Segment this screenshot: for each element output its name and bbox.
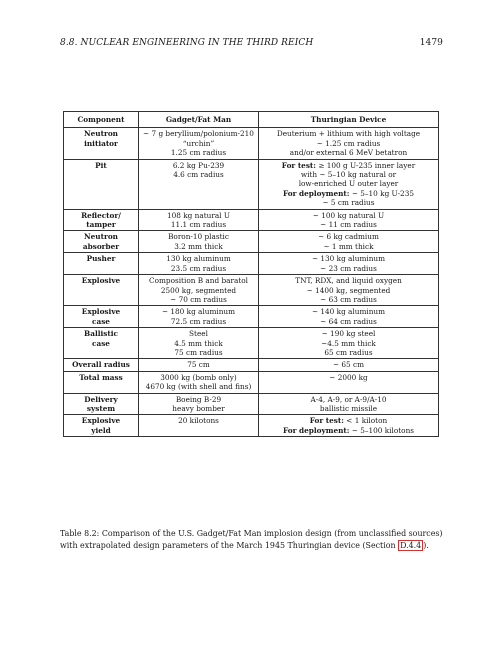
component-label: absorber (82, 241, 120, 251)
column-header-component: Component (64, 112, 139, 128)
gadget-cell (139, 415, 259, 437)
thuringian-cell (259, 415, 439, 437)
gadget-value: 3000 kg (bomb only) (160, 372, 237, 382)
thuringian-value-text: ~ 5–10 kg U-235 (349, 188, 414, 198)
component-cell (64, 306, 139, 328)
gadget-value: 72.5 cm radius (170, 316, 227, 326)
gadget-value: 23.5 cm radius (170, 263, 227, 273)
running-header (60, 38, 443, 52)
gadget-cell (139, 306, 259, 328)
component-label: Overall radius (72, 360, 130, 370)
gadget-value: 75 cm radius (174, 347, 223, 357)
thuringian-cell (259, 371, 439, 393)
table-row (64, 359, 439, 371)
table-row (64, 328, 439, 359)
caption-text: Table 8.2: Comparison of the U.S. Gadget/Fat Man implosion design (from unclassified sources) with extrapolated design parameters of the March 1945 Thuringian device (Section (60, 529, 443, 550)
page-number: 1479 (419, 38, 443, 48)
thuringian-value (261, 254, 436, 263)
gadget-cell (139, 128, 259, 159)
thuringian-value-text: A-4, A-9, or A-9/A-10 (310, 394, 387, 404)
comparison-table (63, 111, 439, 437)
thuringian-value (261, 295, 436, 304)
thuringian-value-text: 65 cm radius (324, 347, 373, 357)
gadget-cell (139, 328, 259, 359)
thuringian-cell (259, 275, 439, 306)
thuringian-value (261, 329, 436, 338)
thuringian-value (261, 198, 436, 207)
thuringian-value-text: ~ 63 cm radius (320, 294, 377, 304)
thuringian-value-text: ~ 190 kg steel (321, 329, 376, 339)
component-cell (64, 415, 139, 437)
thuringian-value-text: ≥ 100 g U-235 inner layer (316, 160, 416, 170)
thuringian-value-text: ~ 65 cm (332, 360, 365, 370)
thuringian-value-text: ~ 11 cm radius (320, 220, 377, 230)
thuringian-cell (259, 159, 439, 209)
thuringian-value (261, 161, 436, 170)
gadget-value: Boron-10 plastic (168, 232, 229, 242)
thuringian-value (261, 404, 436, 413)
thuringian-value (261, 276, 436, 285)
thuringian-value (261, 189, 436, 198)
gadget-value: ~ 7 g beryllium/polonium-210 (143, 129, 254, 139)
gadget-cell (139, 359, 259, 371)
thuringian-value (261, 232, 436, 241)
component-label: Neutron (83, 232, 118, 242)
thuringian-value-text: TNT, RDX, and liquid oxygen (295, 276, 402, 286)
component-cell (64, 359, 139, 371)
gadget-value: 108 kg natural U (167, 210, 230, 220)
thuringian-cell (259, 231, 439, 253)
table-body (64, 128, 439, 437)
table-caption (60, 528, 450, 551)
thuringian-value (261, 317, 436, 326)
thuringian-value-text: with ~ 5–10 kg natural or (300, 170, 397, 180)
thuringian-value-text: Deuterium + lithium with high voltage (276, 129, 421, 139)
component-cell (64, 209, 139, 231)
table-row (64, 128, 439, 159)
table-row (64, 275, 439, 306)
component-label: tamper (86, 220, 116, 230)
gadget-cell (139, 231, 259, 253)
thuringian-value (261, 264, 436, 273)
section-title: 8.8. NUCLEAR ENGINEERING IN THE THIRD REICH (60, 38, 314, 48)
table-row (64, 159, 439, 209)
thuringian-value-text: and/or external 6 MeV betatron (289, 148, 408, 158)
thuringian-value-text: ~ 1.25 cm radius (316, 138, 381, 148)
table-row (64, 209, 439, 231)
component-cell (64, 328, 139, 359)
gadget-value: 20 kilotons (178, 416, 219, 426)
thuringian-cell (259, 209, 439, 231)
thuringian-value (261, 139, 436, 148)
component-cell (64, 128, 139, 159)
thuringian-value-text: ~ 100 kg natural U (312, 210, 385, 220)
component-label: case (92, 316, 110, 326)
component-label: Explosive (81, 416, 121, 426)
gadget-cell (139, 275, 259, 306)
gadget-value: 6.2 kg Pu-239 (172, 160, 225, 170)
component-label: Neutron (83, 129, 118, 139)
thuringian-value (261, 148, 436, 157)
thuringian-cell (259, 128, 439, 159)
thuringian-cell (259, 393, 439, 415)
gadget-value: “urchin” (182, 138, 215, 148)
component-label: Delivery (84, 394, 118, 404)
component-label: Ballistic (84, 329, 118, 339)
thuringian-value-label: For deployment: (282, 425, 350, 435)
gadget-value: heavy bomber (172, 403, 225, 413)
component-label: Pusher (86, 254, 116, 264)
thuringian-value-text: ballistic missile (319, 403, 378, 413)
thuringian-value (261, 373, 436, 382)
table-row (64, 393, 439, 415)
component-cell (64, 231, 139, 253)
thuringian-value (261, 348, 436, 357)
thuringian-value (261, 220, 436, 229)
component-label: case (92, 338, 110, 348)
gadget-value: Boeing B-29 (175, 394, 222, 404)
caption-end: ). (423, 540, 429, 550)
column-header-thuringian: Thuringian Device (259, 112, 439, 128)
gadget-cell (139, 159, 259, 209)
gadget-value: 2500 kg, segmented (160, 285, 237, 295)
table-row (64, 253, 439, 275)
gadget-value: 4.6 cm radius (173, 170, 224, 180)
gadget-value: Composition B and baratol (149, 276, 248, 286)
thuringian-value (261, 307, 436, 316)
table-header-row (64, 112, 439, 128)
component-cell (64, 371, 139, 393)
thuringian-value-text: ~ 23 cm radius (320, 263, 377, 273)
table-row (64, 231, 439, 253)
component-cell (64, 275, 139, 306)
component-label: Explosive (81, 307, 121, 317)
thuringian-value (261, 360, 436, 369)
thuringian-value-label: For test: (281, 160, 316, 170)
thuringian-cell (259, 253, 439, 275)
gadget-value: ~ 70 cm radius (170, 294, 227, 304)
gadget-cell (139, 371, 259, 393)
component-cell (64, 393, 139, 415)
thuringian-value-text: < 1 kiloton (343, 416, 388, 426)
thuringian-value (261, 426, 436, 435)
gadget-value: 11.1 cm radius (170, 220, 227, 230)
thuringian-value-text: ~ 5–100 kilotons (349, 425, 415, 435)
thuringian-value (261, 416, 436, 425)
thuringian-value (261, 286, 436, 295)
component-cell (64, 253, 139, 275)
thuringian-value-text: ~ 1400 kg, segmented (306, 285, 391, 295)
thuringian-value (261, 179, 436, 188)
thuringian-value (261, 395, 436, 404)
thuringian-value-label: For test: (309, 416, 344, 426)
component-cell (64, 159, 139, 209)
component-label: initiator (84, 138, 118, 148)
thuringian-value-text: low-enriched U outer layer (298, 179, 399, 189)
thuringian-cell (259, 328, 439, 359)
thuringian-value-text: ~ 2000 kg (329, 372, 368, 382)
component-label: Reflector/ (81, 210, 121, 220)
gadget-cell (139, 393, 259, 415)
thuringian-cell (259, 359, 439, 371)
gadget-cell (139, 209, 259, 231)
gadget-cell (139, 253, 259, 275)
thuringian-value (261, 242, 436, 251)
thuringian-value-text: ~ 140 kg aluminum (311, 307, 386, 317)
gadget-value: ~ 180 kg aluminum (161, 307, 236, 317)
thuringian-value-text: ~ 1 mm thick (323, 241, 374, 251)
thuringian-value-text: ~ 6 kg cadmium (318, 232, 379, 242)
gadget-value: 130 kg aluminum (166, 254, 231, 264)
thuringian-cell (259, 306, 439, 328)
thuringian-value (261, 339, 436, 348)
thuringian-value-text: ~ 64 cm radius (320, 316, 377, 326)
column-header-gadget: Gadget/Fat Man (139, 112, 259, 128)
table-row (64, 306, 439, 328)
section-reference-link[interactable]: D.4.4 (400, 540, 422, 550)
gadget-value: 4.5 mm thick (174, 338, 223, 348)
thuringian-value (261, 211, 436, 220)
gadget-value: 75 cm (187, 360, 210, 370)
component-label: Explosive (81, 276, 121, 286)
thuringian-value (261, 170, 436, 179)
gadget-value: Steel (189, 329, 208, 339)
gadget-value: 3.2 mm thick (174, 241, 223, 251)
component-label: Total mass (79, 372, 123, 382)
thuringian-value-text: ~ 130 kg aluminum (311, 254, 386, 264)
thuringian-value-text: ~4.5 mm thick (321, 338, 376, 348)
gadget-value: 1.25 cm radius (170, 148, 227, 158)
thuringian-value-label: For deployment: (283, 188, 350, 198)
gadget-value: 4670 kg (with shell and fins) (145, 382, 252, 392)
thuringian-value (261, 129, 436, 138)
component-label: system (86, 403, 116, 413)
table-row (64, 371, 439, 393)
component-label: yield (91, 425, 111, 435)
table-row (64, 415, 439, 437)
thuringian-value-text: ~ 5 cm radius (322, 198, 375, 208)
component-label: Pit (95, 160, 107, 170)
